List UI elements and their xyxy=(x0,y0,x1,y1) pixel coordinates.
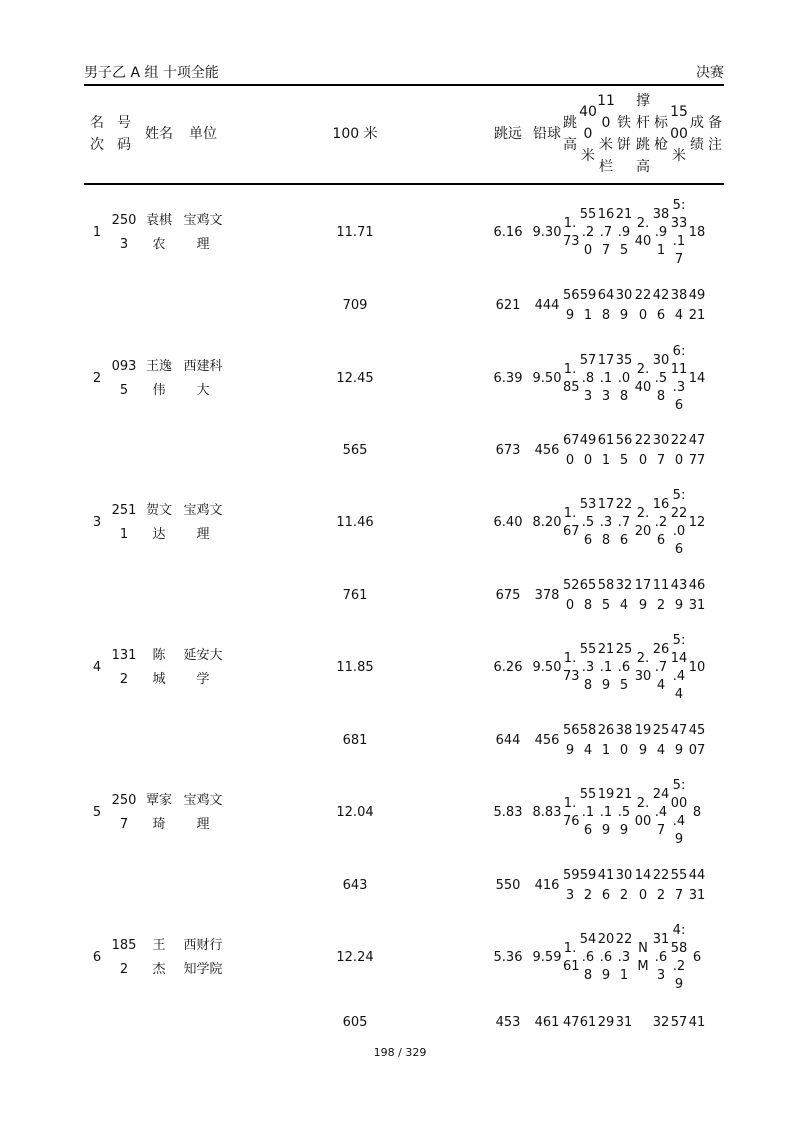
points-shot: 378 xyxy=(534,588,560,603)
points-shot: 456 xyxy=(534,443,560,458)
points-javelin: 25 4 xyxy=(652,723,670,758)
points-score: 46 31 xyxy=(688,578,706,613)
cell-highjump: 1. 76 xyxy=(563,796,580,829)
column-header-bib: 号 码 xyxy=(117,115,131,153)
points-m1500: 57 xyxy=(670,1015,688,1030)
cell-m400: 53 .5 6 xyxy=(579,497,597,548)
cell-discus: 21 .5 9 xyxy=(615,787,633,838)
points-javelin: 42 6 xyxy=(652,288,670,323)
points-hurdles: 29 xyxy=(597,1015,615,1030)
cell-discus: 25 .6 5 xyxy=(615,642,633,693)
column-header-shot: 铅球 xyxy=(533,126,561,142)
cell-pole: 2. 20 xyxy=(634,506,652,539)
points-m100: 605 xyxy=(342,1015,368,1030)
cell-unit: 宝鸡文 理 xyxy=(183,503,223,542)
column-header-longjump: 跳远 xyxy=(494,126,522,142)
points-javelin: 32 xyxy=(652,1015,670,1030)
cell-pole: N M xyxy=(637,941,649,974)
points-javelin: 30 7 xyxy=(652,433,670,468)
cell-javelin: 24 .4 7 xyxy=(652,787,670,838)
points-m400: 65 8 xyxy=(579,578,597,613)
column-header-name: 姓名 xyxy=(145,126,173,142)
column-header-javelin: 标 枪 xyxy=(654,115,668,153)
cell-name: 贺文 达 xyxy=(145,503,172,542)
points-score: 44 31 xyxy=(688,868,706,903)
cell-shot: 9.30 xyxy=(532,225,562,240)
cell-m1500: 5: 33 .1 7 xyxy=(670,198,688,267)
column-header-note: 备 注 xyxy=(708,115,722,153)
cell-bib: 250 7 xyxy=(111,793,137,832)
points-hurdles: 64 8 xyxy=(597,288,615,323)
points-m400: 58 4 xyxy=(579,723,597,758)
cell-longjump: 6.26 xyxy=(493,660,523,675)
cell-javelin: 38 .9 1 xyxy=(652,207,670,258)
cell-bib: 131 2 xyxy=(111,648,137,687)
points-m400: 59 2 xyxy=(579,868,597,903)
column-header-discus: 铁 饼 xyxy=(617,115,631,153)
cell-pole: 2. 00 xyxy=(634,796,652,829)
points-pole: 22 0 xyxy=(634,288,652,323)
points-longjump: 453 xyxy=(495,1015,521,1030)
points-shot: 456 xyxy=(534,733,560,748)
points-pole: 14 0 xyxy=(634,868,652,903)
points-pole: 22 0 xyxy=(634,433,652,468)
points-shot: 416 xyxy=(534,878,560,893)
points-longjump: 550 xyxy=(495,878,521,893)
column-header-m400: 40 0 米 xyxy=(579,104,597,164)
points-highjump: 59 3 xyxy=(563,868,580,903)
cell-unit: 宝鸡文 理 xyxy=(183,213,223,252)
cell-discus: 21 .9 5 xyxy=(615,207,633,258)
points-m100: 681 xyxy=(342,733,368,748)
cell-shot: 9.50 xyxy=(532,660,562,675)
cell-highjump: 1. 61 xyxy=(563,941,580,974)
cell-longjump: 6.16 xyxy=(493,225,523,240)
cell-name: 袁棋 农 xyxy=(145,213,172,252)
cell-score: 12 xyxy=(688,515,706,530)
cell-m400: 55 .2 0 xyxy=(579,207,597,258)
points-discus: 56 5 xyxy=(615,433,633,468)
points-m100: 565 xyxy=(342,443,368,458)
page-number: 198 / 329 xyxy=(373,1046,427,1059)
cell-m1500: 6: 11 .3 6 xyxy=(670,344,688,413)
cell-name: 王逸 伟 xyxy=(145,359,172,398)
cell-longjump: 5.83 xyxy=(493,805,523,820)
points-m100: 643 xyxy=(342,878,368,893)
cell-bib: 251 1 xyxy=(111,503,137,542)
cell-bib: 250 3 xyxy=(111,213,137,252)
cell-unit: 延安大 学 xyxy=(183,648,223,687)
points-hurdles: 41 6 xyxy=(597,868,615,903)
column-header-m1500: 15 00 米 xyxy=(670,104,688,164)
cell-m100: 12.04 xyxy=(336,805,374,820)
points-score: 45 07 xyxy=(688,723,706,758)
points-highjump: 47 xyxy=(563,1015,580,1030)
points-m1500: 22 0 xyxy=(670,433,688,468)
cell-highjump: 1. 73 xyxy=(563,216,580,249)
cell-rank: 3 xyxy=(92,515,102,530)
points-score: 49 21 xyxy=(688,288,706,323)
cell-javelin: 16 .2 6 xyxy=(652,497,670,548)
cell-rank: 6 xyxy=(92,950,102,965)
cell-m1500: 4: 58 .2 9 xyxy=(670,923,688,992)
cell-javelin: 26 .7 4 xyxy=(652,642,670,693)
cell-m400: 57 .8 3 xyxy=(579,353,597,404)
points-pole: 17 9 xyxy=(634,578,652,613)
points-m100: 761 xyxy=(342,588,368,603)
cell-discus: 22 .3 1 xyxy=(615,932,633,983)
cell-m100: 11.85 xyxy=(336,660,374,675)
cell-discus: 35 .0 8 xyxy=(615,353,633,404)
column-header-rank: 名 次 xyxy=(90,115,104,153)
cell-rank: 2 xyxy=(92,371,102,386)
points-score: 47 77 xyxy=(688,433,706,468)
points-m1500: 47 9 xyxy=(670,723,688,758)
header-rule xyxy=(84,84,724,86)
page-header-left: 男子乙 A 组 十项全能 xyxy=(84,65,219,81)
cell-hurdles: 17 .1 3 xyxy=(597,353,615,404)
cell-longjump: 5.36 xyxy=(493,950,523,965)
points-m400: 49 0 xyxy=(579,433,597,468)
column-header-highjump: 跳 高 xyxy=(563,115,577,153)
points-hurdles: 58 5 xyxy=(597,578,615,613)
cell-score: 14 xyxy=(688,371,706,386)
cell-unit: 西财行 知学院 xyxy=(183,938,223,977)
column-header-hurdles: 11 0 米 栏 xyxy=(597,93,615,175)
points-pole: 19 9 xyxy=(634,723,652,758)
cell-hurdles: 19 .1 9 xyxy=(597,787,615,838)
points-highjump: 52 0 xyxy=(563,578,580,613)
cell-highjump: 1. 85 xyxy=(563,362,580,395)
cell-score: 18 xyxy=(688,225,706,240)
cell-hurdles: 17 .3 8 xyxy=(597,497,615,548)
points-discus: 30 2 xyxy=(615,868,633,903)
points-score: 41 xyxy=(688,1015,706,1030)
points-longjump: 644 xyxy=(495,733,521,748)
cell-m400: 55 .3 8 xyxy=(579,642,597,693)
cell-longjump: 6.40 xyxy=(493,515,523,530)
cell-m1500: 5: 00 .4 9 xyxy=(670,778,688,847)
points-discus: 32 4 xyxy=(615,578,633,613)
cell-m100: 11.71 xyxy=(336,225,374,240)
cell-hurdles: 21 .1 9 xyxy=(597,642,615,693)
points-m1500: 43 9 xyxy=(670,578,688,613)
points-highjump: 56 9 xyxy=(563,723,580,758)
cell-bib: 185 2 xyxy=(111,938,137,977)
cell-unit: 宝鸡文 理 xyxy=(183,793,223,832)
points-discus: 31 xyxy=(615,1015,633,1030)
cell-name: 王 杰 xyxy=(152,938,166,977)
cell-shot: 9.59 xyxy=(532,950,562,965)
cell-shot: 8.20 xyxy=(532,515,562,530)
cell-shot: 9.50 xyxy=(532,371,562,386)
points-longjump: 621 xyxy=(495,298,521,313)
points-shot: 461 xyxy=(534,1015,560,1030)
column-header-m100: 100 米 xyxy=(332,126,378,142)
cell-bib: 093 5 xyxy=(111,359,137,398)
cell-longjump: 6.39 xyxy=(493,371,523,386)
points-highjump: 67 0 xyxy=(563,433,580,468)
cell-rank: 5 xyxy=(92,805,102,820)
cell-m1500: 5: 14 .4 4 xyxy=(670,633,688,702)
points-longjump: 673 xyxy=(495,443,521,458)
cell-m100: 12.45 xyxy=(336,371,374,386)
cell-rank: 1 xyxy=(92,225,102,240)
cell-pole: 2. 40 xyxy=(634,362,652,395)
cell-hurdles: 20 .6 9 xyxy=(597,932,615,983)
points-shot: 444 xyxy=(534,298,560,313)
cell-m400: 55 .1 6 xyxy=(579,787,597,838)
column-header-score: 成 绩 xyxy=(690,115,704,153)
cell-unit: 西建科 大 xyxy=(183,359,223,398)
points-hurdles: 61 1 xyxy=(597,433,615,468)
cell-shot: 8.83 xyxy=(532,805,562,820)
cell-score: 8 xyxy=(692,805,702,820)
cell-rank: 4 xyxy=(92,660,102,675)
cell-name: 陈 城 xyxy=(152,648,166,687)
points-discus: 38 0 xyxy=(615,723,633,758)
points-m400: 59 1 xyxy=(579,288,597,323)
cell-javelin: 30 .5 8 xyxy=(652,353,670,404)
points-m100: 709 xyxy=(342,298,368,313)
points-discus: 30 9 xyxy=(615,288,633,323)
cell-m100: 12.24 xyxy=(336,950,374,965)
cell-javelin: 31 .6 3 xyxy=(652,932,670,983)
cell-highjump: 1. 67 xyxy=(563,506,580,539)
points-hurdles: 26 1 xyxy=(597,723,615,758)
cell-hurdles: 16 .7 7 xyxy=(597,207,615,258)
column-header-unit: 单位 xyxy=(189,126,217,142)
points-highjump: 56 9 xyxy=(563,288,580,323)
points-m1500: 38 4 xyxy=(670,288,688,323)
points-javelin: 22 2 xyxy=(652,868,670,903)
cell-highjump: 1. 73 xyxy=(563,651,580,684)
points-longjump: 675 xyxy=(495,588,521,603)
header-bottom-rule xyxy=(84,183,724,185)
cell-discus: 22 .7 6 xyxy=(615,497,633,548)
cell-score: 10 xyxy=(688,660,706,675)
points-m400: 61 xyxy=(579,1015,597,1030)
points-javelin: 11 2 xyxy=(652,578,670,613)
cell-pole: 2. 40 xyxy=(634,216,652,249)
cell-score: 6 xyxy=(692,950,702,965)
points-m1500: 55 7 xyxy=(670,868,688,903)
page-header-right: 决赛 xyxy=(696,65,724,81)
column-header-pole: 撑 杆 跳 高 xyxy=(636,93,650,175)
cell-m100: 11.46 xyxy=(336,515,374,530)
cell-m400: 54 .6 8 xyxy=(579,932,597,983)
cell-m1500: 5: 22 .0 6 xyxy=(670,488,688,557)
cell-pole: 2. 30 xyxy=(634,651,652,684)
cell-name: 覃家 琦 xyxy=(145,793,172,832)
